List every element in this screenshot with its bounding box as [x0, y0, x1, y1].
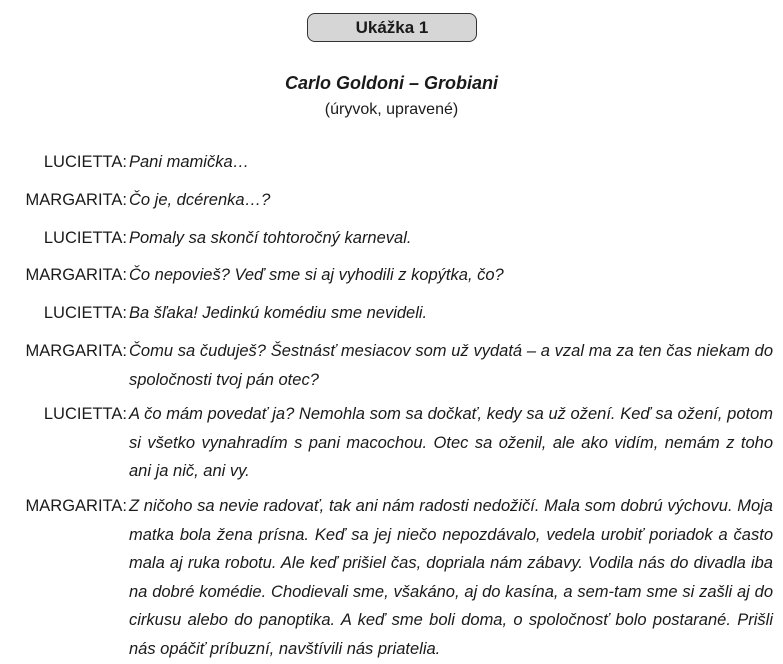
play-subtitle: (úryvok, upravené)	[324, 101, 459, 118]
speech-text: Čo nepovieš? Veď sme si aj vyhodili z kopýtka, čo?	[129, 266, 504, 284]
speaker-name: MARGARITA:	[25, 266, 127, 284]
speech-text: Pani mamička…	[129, 153, 250, 171]
dialogue-entry	[0, 261, 773, 290]
speaker-name: MARGARITA:	[25, 497, 127, 515]
play-title: Carlo Goldoni – Grobiani	[284, 73, 498, 93]
dialogue-entry	[0, 400, 773, 486]
speaker-name: LUCIETTA:	[43, 304, 127, 322]
dialogue-entry	[0, 492, 773, 663]
speech-text: Ba šľaka! Jedinkú komédiu sme nevideli.	[129, 304, 428, 322]
speaker-name: LUCIETTA:	[43, 153, 127, 171]
speaker-name: MARGARITA:	[25, 191, 127, 209]
speech-text: Z ničoho sa nevie radovať, tak ani nám radosti nedožičí. Mala som dobrú výchovu. Moja matka bola žena prísna. Keď sa jej niečo nepozdávalo, vedela urobiť poriadok a často mala aj ruka robotu. Ale keď prišiel čas, dopriala nám zábavy. Vodila nás do divadla iba na dobré komédie. Chodievali sme, všakáno, aj do kasína, a sem-tam sme si zašli aj do cirkusu alebo do panoptika. A keď sme boli doma, o spoločnosť bolo postarané. Prišli nás opáčiť príbuzní, navštívili nás priatelia.	[129, 497, 773, 658]
excerpt-badge: Ukážka 1	[307, 13, 477, 42]
speaker-name: MARGARITA:	[25, 342, 127, 360]
speech-text: A čo mám povedať ja? Nemohla som sa dočkať, kedy sa už ožení. Keď sa ožení, potom si všetko vynahradím s pani macochou. Otec sa oženil, ale ako vidím, nemám z toho ani ja nič, ani vy.	[129, 405, 773, 480]
speech-text: Čo je, dcérenka…?	[129, 191, 271, 209]
dialogue-entry	[0, 299, 773, 328]
dialogue-entry	[0, 186, 773, 215]
speaker-name: LUCIETTA:	[43, 405, 127, 423]
dialogue-entry	[0, 148, 773, 177]
speech-text: Pomaly sa skončí tohtoročný karneval.	[129, 229, 412, 247]
dialogue-entry	[0, 224, 773, 253]
speech-text: Čomu sa čuduješ? Šestnásť mesiacov som už vydatá – a vzal ma za ten čas niekam do spoločnosti tvoj pán otec?	[129, 342, 773, 389]
dialogue-entry	[0, 337, 773, 394]
speaker-name: LUCIETTA:	[43, 229, 127, 247]
